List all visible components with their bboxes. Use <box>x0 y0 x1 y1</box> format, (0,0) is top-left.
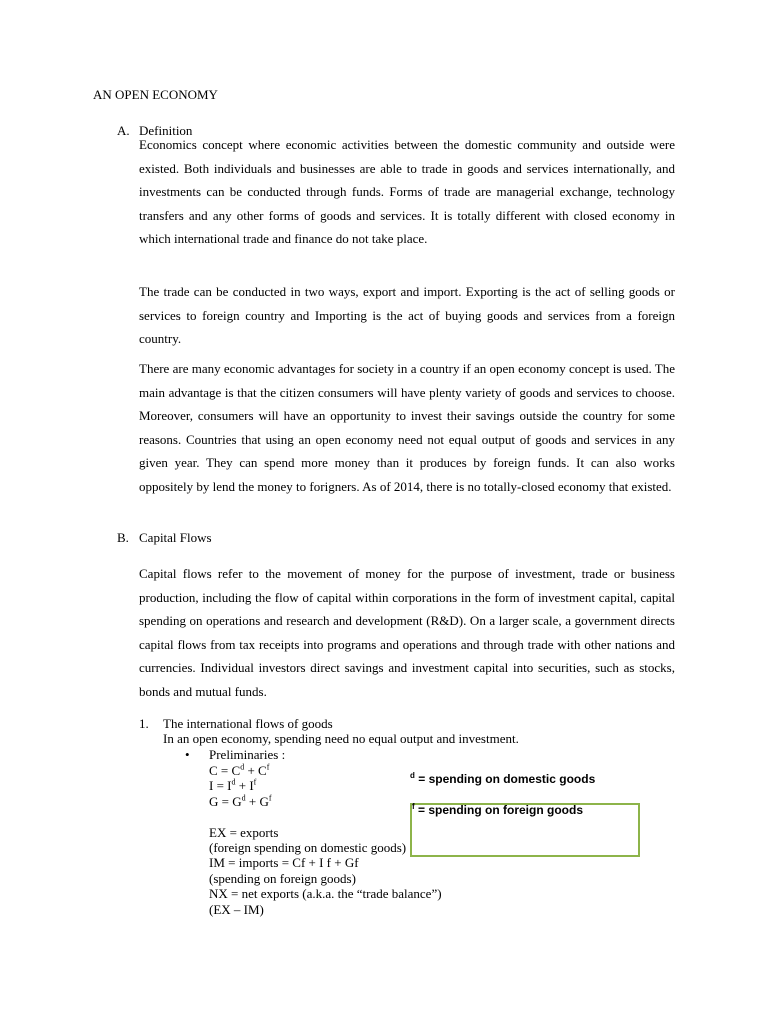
bullet-label: Preliminaries : <box>209 747 286 762</box>
section-a-heading: Definition <box>139 123 193 138</box>
note-foreign-goods: $^f$ = spending on foreign goods <box>412 802 583 817</box>
section-a-paragraph-2: The trade can be conducted in two ways, export and import. Exporting is the act of selling goods or services to foreign country and Importing is the act of buying goods and services from a foreign country. <box>139 284 675 346</box>
equation-c: $C = C^d + C^f$ <box>209 762 270 778</box>
section-b-letter: B. <box>117 530 129 545</box>
bullet-icon: • <box>185 747 190 762</box>
page-title: AN OPEN ECONOMY <box>93 87 218 102</box>
section-a-paragraph-3: There are many economic advantages for society in a country if an open economy concept is used. The main advantage is that the citizen consumers will have plenty variety of goods and services to choose. Moreover, consumers will have an opportunity to invest their savings outside the country for some reasons. Countries that using an open economy need not equal output of goods and services in any given year. They can spend more money than it produces by foreign funds. It can also works oppositely by lend the money to forigners. As of 2014, there is no totally-closed economy that existed. <box>139 361 675 494</box>
equation-i: $I = I^d + I^f$ <box>209 777 257 793</box>
net-exports-line: NX = net exports (a.k.a. the “trade balance”) <box>209 886 442 901</box>
equation-g: $G = G^d + G^f$ <box>209 793 272 809</box>
section-a-letter: A. <box>117 123 130 138</box>
section-a-paragraph-1: Economics concept where economic activities between the domestic community and outside were existed. Both individuals and businesses are able to trade in goods and services internationally, and investments can be conducted through funds. Forms of trade are managerial exchange, technology transfers and any other forms of goods and services. It is totally different with closed economy in which international trade and finance do not take place. <box>139 137 675 246</box>
subsection-number: 1. <box>139 716 149 731</box>
subsection-heading: The international flows of goods <box>163 716 333 731</box>
note-domestic-goods: $^d$ = spending on domestic goods <box>410 771 596 786</box>
imports-description: (spending on foreign goods) <box>209 871 356 886</box>
section-b-heading: Capital Flows <box>139 530 212 545</box>
imports-line: IM = imports = Cf + I f + Gf <box>209 855 359 870</box>
section-b-paragraph: Capital flows refer to the movement of money for the purpose of investment, trade or business production, including the flow of capital within corporations in the form of investment capital, capital spending on operations and research and development (R&D). On a larger scale, a government directs capital flows from tax receipts into programs and operations and through trade with other nations and currencies. Individual investors direct savings and investment capital into securities, such as stocks, bonds and mutual funds. <box>139 566 675 699</box>
exports-line: EX = exports <box>209 825 279 840</box>
exports-description: (foreign spending on domestic goods) <box>209 840 407 855</box>
net-exports-formula: (EX – IM) <box>209 902 264 917</box>
subsection-intro: In an open economy, spending need no equal output and investment. <box>163 731 519 746</box>
